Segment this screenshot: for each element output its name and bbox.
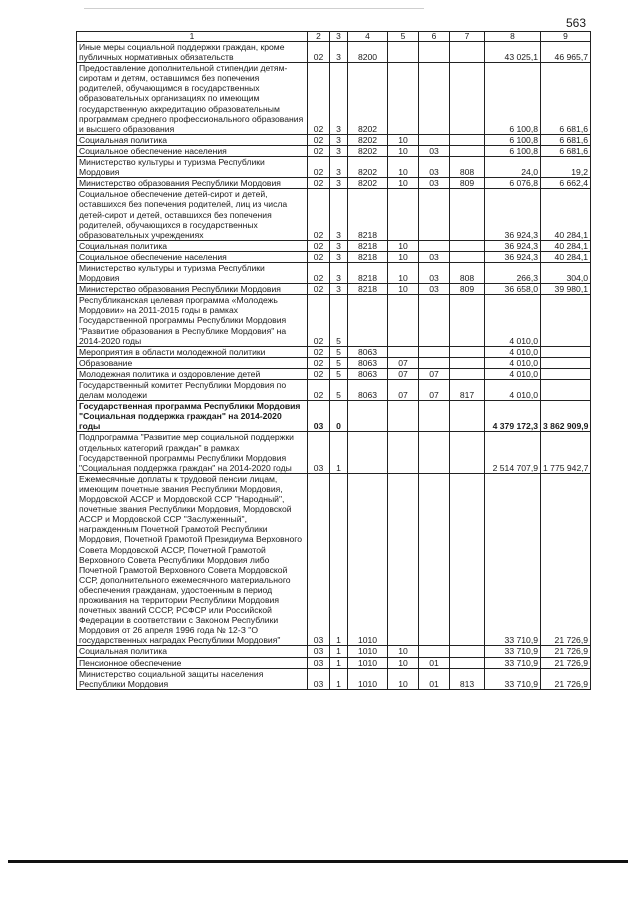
row-code-2: 02 [308, 346, 330, 357]
row-code-5 [388, 42, 419, 63]
row-name: Министерство культуры и туризма Республики Мордовия [77, 262, 308, 283]
row-code-3: 3 [330, 134, 348, 145]
column-header: 9 [541, 32, 591, 42]
header-row [77, 32, 591, 42]
row-code-2: 02 [308, 134, 330, 145]
row-code-2: 03 [308, 401, 330, 432]
row-code-5: 07 [388, 357, 419, 368]
row-amount-8: 266,3 [485, 262, 541, 283]
row-code-5: 10 [388, 284, 419, 295]
row-amount-9 [541, 295, 591, 346]
row-code-4: 1010 [348, 668, 388, 689]
row-code-2: 03 [308, 473, 330, 646]
row-amount-8: 6 076,8 [485, 178, 541, 189]
table-row [77, 295, 591, 346]
row-code-3: 0 [330, 401, 348, 432]
row-code-6: 01 [419, 668, 450, 689]
row-code-2: 03 [308, 646, 330, 657]
row-code-4 [348, 295, 388, 346]
row-code-7 [450, 240, 485, 251]
row-code-7: 809 [450, 178, 485, 189]
row-amount-9: 21 726,9 [541, 646, 591, 657]
row-amount-8: 24,0 [485, 157, 541, 178]
row-amount-8: 4 379 172,3 [485, 401, 541, 432]
row-code-6: 03 [419, 178, 450, 189]
row-code-5: 07 [388, 380, 419, 401]
row-code-6 [419, 646, 450, 657]
row-code-5 [388, 189, 419, 240]
row-code-5: 10 [388, 145, 419, 156]
table-row [77, 134, 591, 145]
row-amount-9 [541, 368, 591, 379]
row-amount-9: 1 775 942,7 [541, 432, 591, 473]
row-code-5: 10 [388, 178, 419, 189]
row-code-7 [450, 295, 485, 346]
row-name: Подпрограмма "Развитие мер социальной поддержки отдельных категорий граждан" в рамках Государственной программы Республики Мордовия "Социальная поддержка граждан" на 2014-2020 годы [77, 432, 308, 473]
row-code-5: 10 [388, 134, 419, 145]
row-amount-9 [541, 346, 591, 357]
row-code-6 [419, 295, 450, 346]
row-code-6 [419, 401, 450, 432]
row-code-7 [450, 368, 485, 379]
row-code-7 [450, 432, 485, 473]
row-code-7 [450, 401, 485, 432]
table-row [77, 380, 591, 401]
row-code-4: 1010 [348, 646, 388, 657]
row-code-3: 3 [330, 284, 348, 295]
row-code-7 [450, 251, 485, 262]
row-code-6 [419, 346, 450, 357]
row-code-6 [419, 134, 450, 145]
row-amount-9: 6 681,6 [541, 134, 591, 145]
row-code-4 [348, 432, 388, 473]
table-row [77, 251, 591, 262]
row-name: Государственная программа Республики Мордовия "Социальная поддержка граждан" на 2014-2020 годы [77, 401, 308, 432]
row-code-5 [388, 432, 419, 473]
page-number: 563 [566, 16, 587, 30]
row-code-2: 03 [308, 657, 330, 668]
row-code-4: 8218 [348, 251, 388, 262]
row-amount-9: 40 284,1 [541, 240, 591, 251]
row-amount-8: 43 025,1 [485, 42, 541, 63]
row-code-6 [419, 63, 450, 135]
row-amount-9 [541, 357, 591, 368]
row-code-3: 3 [330, 157, 348, 178]
row-code-4: 8063 [348, 357, 388, 368]
row-amount-8: 4 010,0 [485, 357, 541, 368]
row-code-2: 02 [308, 63, 330, 135]
row-name: Социальное обеспечение населения [77, 251, 308, 262]
row-code-7 [450, 134, 485, 145]
table-row [77, 178, 591, 189]
row-code-3: 3 [330, 63, 348, 135]
row-amount-9: 46 965,7 [541, 42, 591, 63]
row-code-3: 3 [330, 251, 348, 262]
column-header: 3 [330, 32, 348, 42]
row-amount-8: 36 924,3 [485, 251, 541, 262]
row-name: Социальная политика [77, 134, 308, 145]
row-code-3: 1 [330, 473, 348, 646]
row-name: Министерство образования Республики Мордовия [77, 178, 308, 189]
row-code-5 [388, 346, 419, 357]
row-code-7 [450, 346, 485, 357]
row-code-6 [419, 240, 450, 251]
row-code-6 [419, 189, 450, 240]
row-code-2: 03 [308, 432, 330, 473]
row-amount-8: 33 710,9 [485, 646, 541, 657]
row-amount-8: 36 658,0 [485, 284, 541, 295]
row-name: Иные меры социальной поддержки граждан, кроме публичных нормативных обязательств [77, 42, 308, 63]
row-name: Министерство образования Республики Мордовия [77, 284, 308, 295]
row-code-5: 10 [388, 262, 419, 283]
table-row [77, 63, 591, 135]
column-header: 1 [77, 32, 308, 42]
row-code-6: 03 [419, 284, 450, 295]
row-code-6 [419, 42, 450, 63]
row-code-4: 8200 [348, 42, 388, 63]
row-code-3: 3 [330, 178, 348, 189]
row-code-5: 10 [388, 657, 419, 668]
row-code-2: 02 [308, 189, 330, 240]
row-code-2: 02 [308, 178, 330, 189]
row-code-5: 10 [388, 668, 419, 689]
row-code-4: 8202 [348, 157, 388, 178]
table-row [77, 240, 591, 251]
row-name: Предоставление дополнительной стипендии детям-сиротам и детям, оставшимся без попечения родителей, обучающимся в государственных образовательных организациях по имеющим государственную аккредитацию образовательным программам среднего профессионального образования и высшего образования [77, 63, 308, 135]
row-code-2: 02 [308, 42, 330, 63]
row-code-2: 02 [308, 368, 330, 379]
row-code-4: 1010 [348, 473, 388, 646]
row-name: Молодежная политика и оздоровление детей [77, 368, 308, 379]
row-code-7 [450, 357, 485, 368]
row-code-4: 8202 [348, 178, 388, 189]
row-code-7: 808 [450, 157, 485, 178]
row-code-4: 8063 [348, 380, 388, 401]
table-row [77, 42, 591, 63]
table-row [77, 668, 591, 689]
row-code-6: 03 [419, 145, 450, 156]
row-code-7: 808 [450, 262, 485, 283]
row-code-5: 10 [388, 157, 419, 178]
row-code-4: 8218 [348, 189, 388, 240]
table-row [77, 368, 591, 379]
row-amount-9: 6 681,6 [541, 63, 591, 135]
row-code-4: 8202 [348, 63, 388, 135]
row-code-4: 8063 [348, 346, 388, 357]
row-amount-9: 6 681,6 [541, 145, 591, 156]
row-amount-9: 6 662,4 [541, 178, 591, 189]
row-code-2: 02 [308, 240, 330, 251]
row-code-3: 1 [330, 432, 348, 473]
column-header: 5 [388, 32, 419, 42]
table-row [77, 262, 591, 283]
row-code-4: 8202 [348, 134, 388, 145]
row-name: Социальная политика [77, 240, 308, 251]
row-code-5 [388, 401, 419, 432]
row-code-3: 5 [330, 380, 348, 401]
row-amount-8: 33 710,9 [485, 657, 541, 668]
row-code-7: 809 [450, 284, 485, 295]
row-amount-9: 21 726,9 [541, 473, 591, 646]
row-code-3: 1 [330, 646, 348, 657]
row-name: Министерство культуры и туризма Республики Мордовия [77, 157, 308, 178]
row-code-3: 5 [330, 357, 348, 368]
row-name: Республиканская целевая программа «Молодежь Мордовии» на 2011-2015 годы в рамках Государственной программы Республики Мордовия "Развитие образования в Республике Мордовия" на 2014-2020 годы [77, 295, 308, 346]
row-amount-9: 19,2 [541, 157, 591, 178]
row-amount-8: 4 010,0 [485, 368, 541, 379]
row-code-3: 3 [330, 189, 348, 240]
row-code-4: 8218 [348, 262, 388, 283]
row-amount-9: 39 980,1 [541, 284, 591, 295]
row-code-3: 3 [330, 262, 348, 283]
row-code-2: 02 [308, 157, 330, 178]
row-code-7 [450, 42, 485, 63]
row-amount-8: 2 514 707,9 [485, 432, 541, 473]
row-code-5 [388, 63, 419, 135]
row-code-6 [419, 473, 450, 646]
row-code-7: 817 [450, 380, 485, 401]
row-code-2: 02 [308, 262, 330, 283]
row-code-2: 02 [308, 251, 330, 262]
row-name: Социальное обеспечение детей-сирот и детей, оставшихся без попечения родителей, лиц из числа детей-сирот и детей, оставшихся без попечения родителей, обучающихся в государственных образовательных учреждениях [77, 189, 308, 240]
row-code-3: 1 [330, 668, 348, 689]
row-code-7 [450, 657, 485, 668]
scan-top-rule [84, 8, 424, 9]
row-code-2: 02 [308, 284, 330, 295]
table-row [77, 145, 591, 156]
row-code-3: 5 [330, 295, 348, 346]
row-name: Социальное обеспечение населения [77, 145, 308, 156]
table-row [77, 357, 591, 368]
row-amount-8: 6 100,8 [485, 63, 541, 135]
row-amount-9: 21 726,9 [541, 657, 591, 668]
table-row [77, 284, 591, 295]
row-code-3: 1 [330, 657, 348, 668]
row-code-3: 3 [330, 42, 348, 63]
row-code-2: 02 [308, 357, 330, 368]
row-code-5: 07 [388, 368, 419, 379]
row-code-6: 03 [419, 251, 450, 262]
row-amount-8: 4 010,0 [485, 346, 541, 357]
row-code-6: 07 [419, 368, 450, 379]
row-amount-8: 33 710,9 [485, 668, 541, 689]
row-code-3: 3 [330, 240, 348, 251]
row-code-2: 02 [308, 295, 330, 346]
row-amount-9: 3 862 909,9 [541, 401, 591, 432]
column-header: 8 [485, 32, 541, 42]
row-code-7: 813 [450, 668, 485, 689]
row-code-4: 8063 [348, 368, 388, 379]
row-code-3: 3 [330, 145, 348, 156]
row-amount-9 [541, 380, 591, 401]
row-code-2: 02 [308, 380, 330, 401]
column-header: 4 [348, 32, 388, 42]
table-row [77, 432, 591, 473]
row-code-3: 5 [330, 368, 348, 379]
row-code-4: 8218 [348, 240, 388, 251]
row-code-6: 07 [419, 380, 450, 401]
table-row [77, 473, 591, 646]
row-code-7 [450, 145, 485, 156]
row-amount-9: 21 726,9 [541, 668, 591, 689]
row-code-4: 1010 [348, 657, 388, 668]
row-name: Пенсионное обеспечение [77, 657, 308, 668]
row-amount-9: 304,0 [541, 262, 591, 283]
row-code-6 [419, 357, 450, 368]
table-row [77, 157, 591, 178]
row-code-2: 02 [308, 145, 330, 156]
row-amount-9: 40 284,1 [541, 189, 591, 240]
column-header: 6 [419, 32, 450, 42]
row-code-5 [388, 473, 419, 646]
row-amount-8: 6 100,8 [485, 134, 541, 145]
table-row [77, 657, 591, 668]
scan-bottom-rule [8, 860, 628, 863]
row-amount-8: 6 100,8 [485, 145, 541, 156]
row-code-4: 8202 [348, 145, 388, 156]
table-row [77, 401, 591, 432]
row-code-5 [388, 295, 419, 346]
table-row [77, 646, 591, 657]
row-amount-8: 36 924,3 [485, 189, 541, 240]
row-amount-8: 36 924,3 [485, 240, 541, 251]
row-name: Государственный комитет Республики Мордовия по делам молодежи [77, 380, 308, 401]
budget-table [76, 31, 591, 690]
row-name: Мероприятия в области молодежной политики [77, 346, 308, 357]
table-row [77, 346, 591, 357]
row-name: Социальная политика [77, 646, 308, 657]
row-code-4: 8218 [348, 284, 388, 295]
row-code-7 [450, 189, 485, 240]
row-amount-8: 4 010,0 [485, 295, 541, 346]
column-header: 2 [308, 32, 330, 42]
row-code-6 [419, 432, 450, 473]
row-code-5: 10 [388, 251, 419, 262]
row-code-6: 03 [419, 262, 450, 283]
row-name: Министерство социальной защиты населения Республики Мордовия [77, 668, 308, 689]
row-code-2: 03 [308, 668, 330, 689]
row-name: Ежемесячные доплаты к трудовой пенсии лицам, имеющим почетные звания Республики Мордовия, Мордовской АССР и Мордовской ССР "Народный", почетные звания Республики Мордовия, Мордовской АССР и Мордовской ССР "Заслуженный", награжденным Почетной Грамотой Республики Мордовия, Почетной Грамотой Президиума Верховного Совета Мордовской АССР, Почетной Грамотой Верховного Совета Республики Мордовия либо Почетной Грамотой Верховного Совета Мордовской ССР, дополнительного ежемесячного материального обеспечения гражданам, удостоенным в период проживания на территории Республики Мордовия почетных званий СССР, РСФСР или Российской Федерации в соответствии с Законом Республики Мордовия от 26 апреля 1996 года № 12-З "О государственных наградах Республики Мордовия" [77, 473, 308, 646]
row-code-5: 10 [388, 240, 419, 251]
row-amount-9: 40 284,1 [541, 251, 591, 262]
column-header: 7 [450, 32, 485, 42]
row-code-6: 03 [419, 157, 450, 178]
table-row [77, 189, 591, 240]
row-code-7 [450, 473, 485, 646]
row-code-7 [450, 63, 485, 135]
row-code-3: 5 [330, 346, 348, 357]
row-code-4 [348, 401, 388, 432]
row-code-5: 10 [388, 646, 419, 657]
row-code-6: 01 [419, 657, 450, 668]
row-amount-8: 33 710,9 [485, 473, 541, 646]
row-code-7 [450, 646, 485, 657]
row-amount-8: 4 010,0 [485, 380, 541, 401]
row-name: Образование [77, 357, 308, 368]
